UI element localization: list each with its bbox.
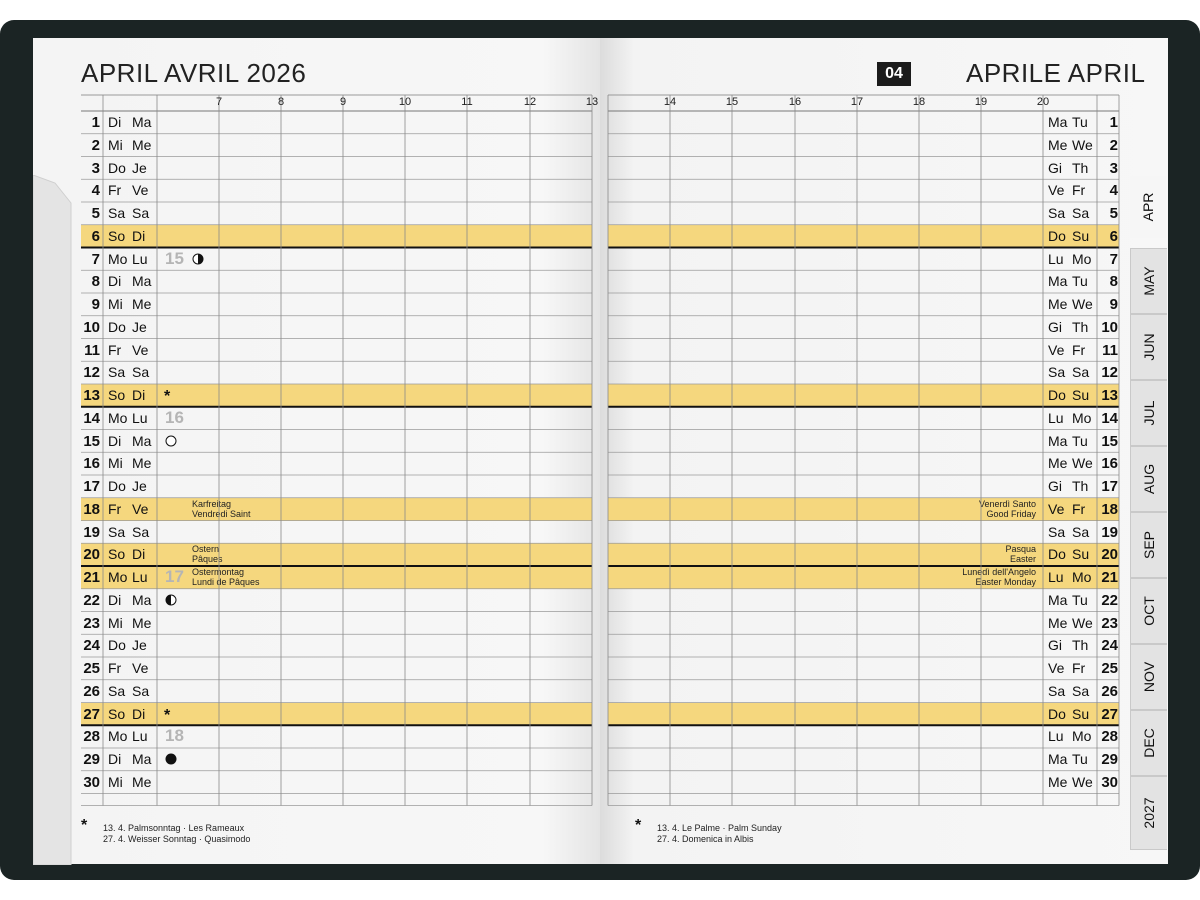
weekday-fr: Me — [132, 296, 152, 312]
weekday-it: Ma — [1048, 273, 1068, 290]
weekday-it: Lu — [1048, 569, 1064, 585]
weekday-en: Mo — [1072, 250, 1092, 267]
tab-label: DEC — [1141, 728, 1157, 758]
weekday-de: Do — [108, 318, 126, 335]
weekday-fr: Sa — [132, 364, 150, 381]
tab-may[interactable] — [1130, 248, 1167, 314]
weekday-en: Sa — [1072, 205, 1090, 221]
weekday-de: Di — [108, 751, 122, 767]
day-number-right: 2 — [1109, 136, 1118, 154]
day-number-right: 7 — [1109, 250, 1118, 268]
weekday-it: Gi — [1048, 478, 1062, 494]
tab-aug[interactable] — [1130, 446, 1167, 512]
day-number-left: 4 — [91, 182, 100, 200]
hour-label: 13 — [585, 96, 599, 108]
weekday-it: Gi — [1048, 318, 1062, 335]
footnote-right-2: 27. 4. Domenica in Albis — [657, 834, 754, 844]
weekday-en: Mo — [1072, 569, 1092, 585]
weekday-en: Sa — [1072, 682, 1090, 699]
weekday-it: Sa — [1048, 205, 1066, 221]
weekday-fr: Di — [132, 387, 146, 403]
tab-label: MAY — [1141, 266, 1157, 296]
weekday-it: Ve — [1048, 660, 1065, 676]
holiday-label-left: Karfreitag — [192, 498, 232, 509]
day-number-left: 18 — [83, 500, 100, 518]
weekday-en: Su — [1072, 387, 1090, 403]
holiday-label-right: Good Friday — [986, 508, 1036, 519]
weekday-it: Me — [1048, 773, 1068, 790]
day-number-left: 8 — [91, 273, 100, 291]
weekday-it: Sa — [1048, 523, 1066, 540]
weekday-de: Di — [108, 432, 122, 449]
hour-label: 9 — [339, 96, 347, 108]
day-number-left: 1 — [91, 114, 100, 131]
day-number-right: 24 — [1101, 637, 1118, 655]
weekday-fr: Je — [132, 159, 147, 176]
day-number-left: 14 — [83, 409, 100, 427]
weekday-it: Me — [1048, 455, 1068, 472]
day-number-left: 16 — [83, 455, 100, 473]
day-number-right: 25 — [1101, 660, 1118, 677]
day-number-left: 20 — [83, 546, 100, 564]
weekday-fr: Je — [132, 637, 147, 654]
weekday-en: Tu — [1072, 591, 1088, 608]
footnote-marker-right: * — [635, 817, 642, 834]
day-number-right: 26 — [1101, 682, 1118, 700]
weekday-fr: Lu — [132, 250, 148, 267]
weekday-de: Mo — [108, 728, 128, 745]
weekday-it: Do — [1048, 705, 1066, 722]
tab-label: APR — [1140, 192, 1156, 222]
weekday-en: Fr — [1072, 341, 1086, 358]
week-number: 16 — [165, 407, 184, 427]
hour-label: 20 — [1036, 96, 1050, 108]
weekday-fr: Me — [132, 455, 152, 472]
weekday-en: Th — [1072, 478, 1089, 494]
weekday-de: Mo — [108, 569, 128, 585]
weekday-fr: Di — [132, 705, 146, 722]
day-number-left: 23 — [83, 614, 100, 632]
hour-label: 14 — [663, 96, 677, 108]
hour-label: 15 — [725, 96, 739, 108]
week-number: 17 — [165, 567, 184, 586]
weekday-it: Lu — [1048, 409, 1064, 426]
hour-label: 17 — [850, 96, 864, 108]
day-number-left: 5 — [91, 205, 100, 222]
day-number-left: 28 — [83, 728, 100, 746]
weekday-fr: Je — [132, 318, 147, 335]
weekday-fr: Ve — [132, 182, 149, 199]
weekday-fr: Ma — [132, 591, 152, 608]
day-number-right: 28 — [1101, 728, 1118, 746]
weekday-en: Sa — [1072, 364, 1090, 381]
footnote-marker-left: * — [81, 817, 88, 834]
weekday-de: Do — [108, 637, 126, 654]
day-number-right: 12 — [1101, 364, 1118, 382]
weekday-de: Sa — [108, 205, 126, 221]
hour-label: 7 — [215, 96, 223, 108]
day-number-right: 17 — [1101, 478, 1118, 495]
weekday-it: Lu — [1048, 728, 1064, 745]
weekday-en: Su — [1072, 546, 1090, 563]
weekday-fr: Lu — [132, 409, 148, 426]
weekday-it: Me — [1048, 614, 1068, 631]
day-number-right: 16 — [1101, 455, 1118, 473]
day-number-right: 8 — [1109, 273, 1118, 291]
weekday-fr: Sa — [132, 523, 150, 540]
holiday-label-right: Easter Monday — [975, 577, 1036, 587]
weekday-en: Su — [1072, 227, 1090, 244]
weekday-fr: Me — [132, 614, 152, 631]
weekday-it: Ma — [1048, 591, 1068, 608]
weekday-it: Ve — [1048, 500, 1065, 517]
tab-label: JUL — [1141, 400, 1157, 426]
holiday-label-right: Pasqua — [1005, 544, 1036, 555]
weekday-de: Di — [108, 114, 122, 130]
day-number-right: 9 — [1109, 296, 1118, 313]
day-number-left: 27 — [83, 705, 100, 723]
day-number-right: 13 — [1101, 387, 1118, 404]
weekday-fr: Sa — [132, 205, 150, 221]
day-number-right: 11 — [1102, 341, 1118, 359]
hour-label: 18 — [912, 96, 926, 108]
day-number-left: 29 — [83, 751, 100, 768]
weekday-de: Mi — [108, 614, 123, 631]
day-number-left: 10 — [83, 318, 100, 336]
weekday-fr: Ma — [132, 432, 152, 449]
tab-2027[interactable] — [1130, 776, 1167, 850]
weekday-de: Sa — [108, 682, 126, 699]
weekday-fr: Ma — [132, 751, 152, 767]
weekday-it: Sa — [1048, 364, 1066, 381]
weekday-it: Lu — [1048, 250, 1064, 267]
weekday-en: We — [1072, 455, 1093, 472]
weekday-it: Do — [1048, 387, 1066, 403]
holiday-label-left: Pâques — [192, 554, 223, 565]
day-number-left: 11 — [84, 341, 100, 359]
weekday-it: Do — [1048, 227, 1066, 244]
day-number-left: 2 — [91, 136, 100, 154]
tab-nov[interactable] — [1130, 644, 1167, 710]
day-number-right: 18 — [1101, 500, 1118, 518]
tab-dec[interactable] — [1130, 710, 1167, 776]
tab-label: AUG — [1141, 463, 1157, 495]
month-number-badge: 04 — [877, 62, 911, 86]
weekday-de: So — [108, 546, 126, 563]
footnote-star: * — [164, 706, 171, 724]
hour-label: 11 — [461, 96, 473, 108]
tab-apr[interactable] — [1130, 176, 1166, 238]
weekday-de: So — [108, 387, 126, 403]
hour-label: 10 — [398, 96, 412, 108]
weekday-it: Me — [1048, 296, 1068, 312]
day-number-left: 19 — [83, 523, 100, 541]
weekday-de: Mi — [108, 296, 123, 312]
weekday-en: Sa — [1072, 523, 1090, 540]
day-number-right: 27 — [1101, 705, 1118, 723]
weekday-en: Fr — [1072, 182, 1086, 199]
weekday-en: We — [1072, 136, 1093, 153]
weekday-de: Sa — [108, 364, 126, 381]
weekday-de: So — [108, 705, 126, 722]
tab-label: 2027 — [1141, 797, 1157, 829]
title-left: APRIL AVRIL 2026 — [81, 58, 307, 88]
weekday-it: Ma — [1048, 114, 1068, 130]
day-number-left: 12 — [83, 364, 100, 382]
tab-label: OCT — [1141, 596, 1157, 626]
week-number: 18 — [165, 726, 184, 746]
weekday-fr: Ve — [132, 500, 149, 517]
weekday-fr: Lu — [132, 569, 148, 585]
weekday-de: Mi — [108, 773, 123, 790]
day-number-right: 19 — [1101, 523, 1118, 541]
weekday-en: Th — [1072, 637, 1089, 654]
tab-label: NOV — [1141, 661, 1157, 693]
weekday-de: Fr — [108, 182, 122, 199]
day-number-right: 1 — [1109, 114, 1118, 131]
day-number-right: 23 — [1101, 614, 1118, 632]
day-number-left: 15 — [83, 432, 100, 450]
day-number-left: 3 — [91, 159, 100, 177]
weekday-it: Sa — [1048, 682, 1066, 699]
day-number-left: 7 — [91, 250, 100, 268]
weekday-en: Tu — [1072, 432, 1088, 449]
holiday-label-right: Venerdì Santo — [978, 498, 1036, 509]
footnote-right-1: 13. 4. Le Palme · Palm Sunday — [657, 823, 782, 833]
weekday-it: Ma — [1048, 432, 1068, 449]
day-number-right: 22 — [1101, 591, 1118, 609]
weekday-de: Mi — [108, 455, 123, 472]
weekday-en: Tu — [1072, 273, 1088, 290]
weekday-en: We — [1072, 296, 1093, 312]
tab-label: SEP — [1141, 530, 1157, 560]
day-number-left: 24 — [83, 637, 100, 655]
weekday-de: Di — [108, 273, 122, 290]
weekday-it: Gi — [1048, 637, 1062, 654]
weekday-it: Me — [1048, 136, 1068, 153]
weekday-it: Gi — [1048, 159, 1062, 176]
weekday-de: So — [108, 227, 126, 244]
weekday-fr: Ve — [132, 660, 149, 676]
day-number-right: 14 — [1101, 409, 1118, 427]
day-number-right: 29 — [1101, 751, 1118, 768]
title-right: APRILE APRIL — [966, 58, 1146, 88]
weekday-en: We — [1072, 614, 1093, 631]
weekday-de: Di — [108, 591, 122, 608]
day-number-right: 30 — [1101, 773, 1118, 791]
weekday-en: Th — [1072, 318, 1089, 335]
weekday-en: Mo — [1072, 728, 1092, 745]
day-number-left: 22 — [83, 591, 100, 609]
weekday-de: Fr — [108, 341, 122, 358]
weekday-en: Th — [1072, 159, 1089, 176]
hour-label: 19 — [974, 96, 988, 108]
weekday-fr: Je — [132, 478, 147, 494]
day-number-right: 21 — [1101, 569, 1118, 586]
weekday-de: Mi — [108, 136, 123, 153]
day-number-left: 26 — [83, 682, 100, 700]
weekday-fr: Me — [132, 773, 152, 790]
weekday-it: Do — [1048, 546, 1066, 563]
tab-label: JUN — [1141, 333, 1157, 361]
weekday-it: Ve — [1048, 182, 1065, 199]
tab-jul[interactable] — [1130, 380, 1167, 446]
holiday-label-left: Ostermontag — [192, 567, 245, 577]
hour-label: 8 — [277, 96, 285, 108]
day-number-right: 10 — [1101, 318, 1118, 336]
weekday-fr: Ma — [132, 114, 152, 130]
holiday-label-left: Lundi de Pâques — [192, 577, 260, 587]
weekday-fr: Ma — [132, 273, 152, 290]
day-number-left: 9 — [91, 296, 100, 313]
day-number-left: 25 — [83, 660, 100, 677]
weekday-en: We — [1072, 773, 1093, 790]
day-number-left: 21 — [83, 569, 100, 586]
weekday-de: Do — [108, 159, 126, 176]
weekday-en: Tu — [1072, 114, 1088, 130]
day-number-left: 17 — [83, 478, 100, 495]
tab-jun[interactable] — [1130, 314, 1167, 380]
weekday-fr: Me — [132, 136, 152, 153]
weekday-de: Do — [108, 478, 126, 494]
weekday-en: Tu — [1072, 751, 1088, 767]
hour-label: 16 — [788, 96, 802, 108]
weekday-it: Ma — [1048, 751, 1068, 767]
day-number-left: 13 — [83, 387, 100, 404]
day-number-right: 6 — [1109, 227, 1118, 245]
weekday-it: Ve — [1048, 341, 1065, 358]
footnote-star: * — [164, 388, 171, 405]
weekday-fr: Sa — [132, 682, 150, 699]
day-number-right: 20 — [1101, 546, 1118, 564]
footnote-left-2: 27. 4. Weisser Sonntag · Quasimodo — [103, 834, 251, 844]
weekday-de: Fr — [108, 500, 122, 517]
day-number-right: 3 — [1109, 159, 1118, 177]
weekday-de: Mo — [108, 250, 128, 267]
weekday-en: Fr — [1072, 660, 1086, 676]
weekday-fr: Di — [132, 227, 146, 244]
day-number-left: 6 — [91, 227, 100, 245]
day-number-right: 4 — [1109, 182, 1118, 200]
day-number-left: 30 — [83, 773, 100, 791]
weekday-fr: Lu — [132, 728, 148, 745]
week-number: 15 — [165, 248, 184, 268]
weekday-en: Su — [1072, 705, 1090, 722]
holiday-label-left: Vendredi Saint — [192, 508, 251, 519]
weekday-fr: Di — [132, 546, 146, 563]
footnote-left-1: 13. 4. Palmsonntag · Les Rameaux — [103, 823, 245, 833]
weekday-fr: Ve — [132, 341, 149, 358]
weekday-en: Mo — [1072, 409, 1092, 426]
weekday-de: Sa — [108, 523, 126, 540]
day-number-right: 15 — [1101, 432, 1118, 450]
holiday-label-right: Lunedì dell'Angelo — [962, 567, 1036, 577]
weekday-de: Fr — [108, 660, 122, 676]
holiday-label-left: Ostern — [192, 544, 220, 555]
weekday-en: Fr — [1072, 500, 1086, 517]
hour-label: 12 — [523, 96, 537, 108]
day-number-right: 5 — [1109, 205, 1118, 222]
weekday-de: Mo — [108, 409, 128, 426]
tab-sep[interactable] — [1130, 512, 1167, 578]
tab-oct[interactable] — [1130, 578, 1167, 644]
holiday-label-right: Easter — [1009, 554, 1036, 565]
